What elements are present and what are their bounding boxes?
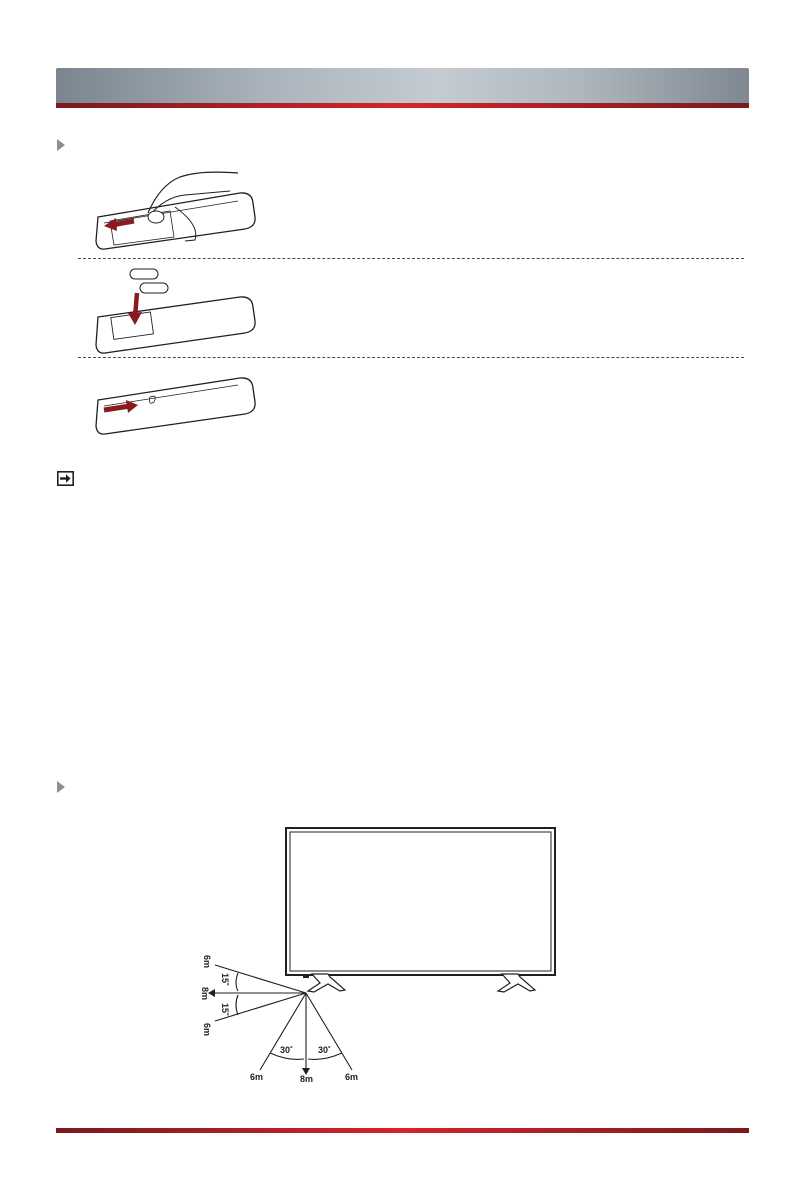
remote-open-cover-illustration	[90, 165, 265, 250]
range-label-angle-up: 15˚	[220, 973, 230, 987]
range-label-angle-br: 30˚	[318, 1045, 332, 1055]
range-label-dist-up: 6m	[202, 955, 212, 969]
divider-dashed	[78, 258, 744, 259]
range-label-dist-bottom: 8m	[300, 1074, 314, 1084]
range-label-dist-bl: 6m	[250, 1072, 264, 1082]
remote-close-cover-illustration	[90, 372, 265, 437]
range-label-dist-low: 6m	[202, 1023, 212, 1037]
triangle-bullet-icon	[57, 139, 65, 151]
range-label-angle-bl: 30˚	[280, 1045, 294, 1055]
header-accent-line	[56, 103, 749, 108]
triangle-bullet-icon	[57, 781, 65, 793]
note-arrow-icon	[57, 471, 74, 486]
range-label-dist-br: 6m	[345, 1072, 359, 1082]
header-bar	[56, 68, 749, 103]
divider-dashed	[78, 357, 744, 358]
range-label-angle-low: 15˚	[220, 1003, 230, 1017]
battery-insert-illustration	[90, 265, 265, 355]
footer-accent-line	[56, 1128, 749, 1133]
range-label-dist-left: 8m	[200, 987, 210, 1001]
remote-range-diagram	[190, 825, 570, 1085]
